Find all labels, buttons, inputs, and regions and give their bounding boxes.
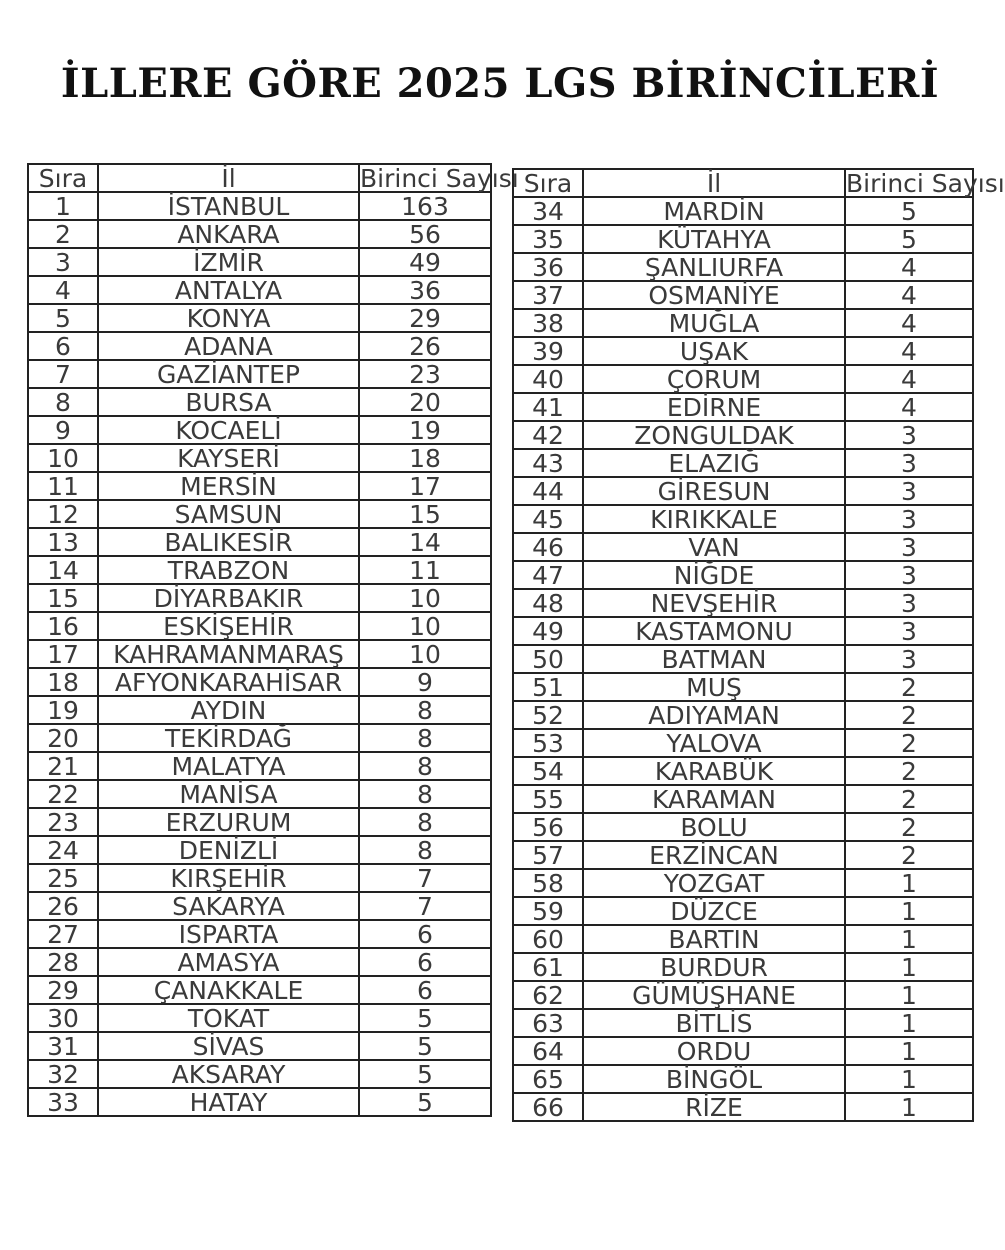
province-cell: BATMAN [583,645,845,673]
ranking-table-right [512,168,1005,1122]
province-cell: KARABÜK [583,757,845,785]
province-cell: HATAY [98,1088,359,1116]
table-row [513,673,973,701]
province-cell: BARTIN [583,925,845,953]
count-cell: 15 [359,500,491,528]
province-cell: VAN [583,533,845,561]
province-cell: BOLU [583,813,845,841]
table-row [28,416,491,444]
rank-cell: 13 [28,528,98,556]
rank-cell: 45 [513,505,583,533]
province-cell: ZONGULDAK [583,421,845,449]
province-cell: MERSİN [98,472,359,500]
province-cell: YALOVA [583,729,845,757]
rank-cell: 66 [513,1093,583,1121]
rank-cell: 56 [513,813,583,841]
count-cell: 8 [359,696,491,724]
count-cell: 19 [359,416,491,444]
rank-cell: 40 [513,365,583,393]
table-row [513,925,973,953]
table-row [28,808,491,836]
province-cell: KASTAMONU [583,617,845,645]
table-row [28,332,491,360]
rank-cell: 36 [513,253,583,281]
rank-cell: 62 [513,981,583,1009]
rank-cell: 29 [28,976,98,1004]
count-cell: 8 [359,808,491,836]
rank-cell: 49 [513,617,583,645]
province-cell: MALATYA [98,752,359,780]
count-cell: 163 [359,192,491,220]
table-row [28,668,491,696]
table-row [28,612,491,640]
rank-cell: 47 [513,561,583,589]
table-row [513,953,973,981]
table-row [513,477,973,505]
table-row [513,729,973,757]
table-row [28,724,491,752]
province-cell: OSMANİYE [583,281,845,309]
count-cell: 1 [845,1009,973,1037]
province-cell: SİVAS [98,1032,359,1060]
province-cell: ORDU [583,1037,845,1065]
header-count: Birinci Sayısı [846,168,1005,198]
table-row [28,360,491,388]
table-row [513,757,973,785]
province-cell: ELAZIĞ [583,449,845,477]
count-cell: 2 [845,701,973,729]
rank-cell: 22 [28,780,98,808]
count-cell: 5 [845,197,973,225]
count-cell: 3 [845,477,973,505]
count-cell: 2 [845,729,973,757]
province-cell: ÇANAKKALE [98,976,359,1004]
table-row [513,1093,973,1121]
rank-cell: 57 [513,841,583,869]
rank-cell: 51 [513,673,583,701]
table-row [513,1065,973,1093]
table-row [28,472,491,500]
count-cell: 5 [359,1060,491,1088]
count-cell: 1 [845,981,973,1009]
count-cell: 29 [359,304,491,332]
table-row [513,785,973,813]
count-cell: 10 [359,612,491,640]
rank-cell: 34 [513,197,583,225]
province-cell: KÜTAHYA [583,225,845,253]
rank-cell: 11 [28,472,98,500]
rank-cell: 24 [28,836,98,864]
count-cell: 5 [359,1088,491,1116]
table-row [28,500,491,528]
province-cell: BURSA [98,388,359,416]
count-cell: 18 [359,444,491,472]
table-row [513,1037,973,1065]
table-row [28,1032,491,1060]
table-row [513,533,973,561]
province-cell: GİRESUN [583,477,845,505]
province-cell: DENİZLİ [98,836,359,864]
header-count: Birinci Sayısı [360,163,519,193]
table-row [513,505,973,533]
table-body-right [513,197,973,1121]
count-cell: 2 [845,813,973,841]
rank-cell: 33 [28,1088,98,1116]
count-cell: 4 [845,365,973,393]
count-cell: 10 [359,640,491,668]
count-cell: 3 [845,589,973,617]
rank-cell: 38 [513,309,583,337]
province-cell: KAYSERİ [98,444,359,472]
rank-cell: 21 [28,752,98,780]
table-row [28,948,491,976]
count-cell: 7 [359,892,491,920]
table-header-row [28,164,491,192]
table-row [513,337,973,365]
rank-cell: 39 [513,337,583,365]
table-row [28,220,491,248]
province-cell: BİTLİS [583,1009,845,1037]
rank-cell: 20 [28,724,98,752]
rank-cell: 35 [513,225,583,253]
rank-cell: 26 [28,892,98,920]
rank-cell: 41 [513,393,583,421]
province-cell: İZMİR [98,248,359,276]
province-cell: TEKİRDAĞ [98,724,359,752]
table-row [28,752,491,780]
count-cell: 2 [845,757,973,785]
rank-cell: 53 [513,729,583,757]
count-cell: 11 [359,556,491,584]
rank-cell: 42 [513,421,583,449]
count-cell: 4 [845,253,973,281]
count-cell: 1 [845,869,973,897]
rank-cell: 50 [513,645,583,673]
table-row [513,813,973,841]
count-cell: 3 [845,421,973,449]
province-cell: AYDIN [98,696,359,724]
rank-cell: 3 [28,248,98,276]
province-cell: AFYONKARAHİSAR [98,668,359,696]
count-cell: 3 [845,561,973,589]
rank-cell: 6 [28,332,98,360]
table-row [513,617,973,645]
table-row [28,248,491,276]
province-cell: KAHRAMANMARAŞ [98,640,359,668]
rank-cell: 55 [513,785,583,813]
province-cell: SAKARYA [98,892,359,920]
rank-cell: 32 [28,1060,98,1088]
rank-cell: 28 [28,948,98,976]
count-cell: 2 [845,673,973,701]
province-cell: ESKİŞEHİR [98,612,359,640]
rank-cell: 25 [28,864,98,892]
province-cell: GÜMÜŞHANE [583,981,845,1009]
table-header-row [513,169,973,197]
rank-cell: 10 [28,444,98,472]
rank-cell: 54 [513,757,583,785]
table-row [28,304,491,332]
rank-cell: 7 [28,360,98,388]
province-cell: TRABZON [98,556,359,584]
count-cell: 6 [359,976,491,1004]
province-cell: BİNGÖL [583,1065,845,1093]
rank-cell: 44 [513,477,583,505]
header-sira: Sıra [28,164,98,192]
province-cell: AMASYA [98,948,359,976]
province-cell: ANTALYA [98,276,359,304]
table-row [28,444,491,472]
rank-cell: 48 [513,589,583,617]
rank-cell: 23 [28,808,98,836]
count-cell: 2 [845,785,973,813]
province-cell: GAZİANTEP [98,360,359,388]
rank-cell: 9 [28,416,98,444]
table-row [513,841,973,869]
table-row [28,1088,491,1116]
count-cell: 8 [359,780,491,808]
rank-cell: 58 [513,869,583,897]
province-cell: ERZİNCAN [583,841,845,869]
province-cell: EDİRNE [583,393,845,421]
count-cell: 26 [359,332,491,360]
province-cell: ANKARA [98,220,359,248]
table-row [513,561,973,589]
rank-cell: 5 [28,304,98,332]
count-cell: 3 [845,505,973,533]
province-cell: DÜZCE [583,897,845,925]
count-cell: 56 [359,220,491,248]
table-row [28,836,491,864]
count-cell: 8 [359,724,491,752]
table-row [28,892,491,920]
province-cell: İSTANBUL [98,192,359,220]
rank-cell: 64 [513,1037,583,1065]
table-row [28,1060,491,1088]
rank-cell: 8 [28,388,98,416]
table-row [513,253,973,281]
ranking-table-left [27,163,519,1117]
province-cell: SAMSUN [98,500,359,528]
count-cell: 1 [845,1037,973,1065]
rank-cell: 15 [28,584,98,612]
rank-cell: 16 [28,612,98,640]
rank-cell: 14 [28,556,98,584]
province-cell: YOZGAT [583,869,845,897]
count-cell: 3 [845,449,973,477]
rank-cell: 43 [513,449,583,477]
table-row [28,192,491,220]
province-cell: MARDİN [583,197,845,225]
count-cell: 1 [845,897,973,925]
rank-cell: 12 [28,500,98,528]
province-cell: KIRŞEHİR [98,864,359,892]
table-row [28,864,491,892]
count-cell: 5 [359,1032,491,1060]
table-row [513,421,973,449]
count-cell: 8 [359,836,491,864]
count-cell: 36 [359,276,491,304]
table-row [28,1004,491,1032]
table-row [28,920,491,948]
province-cell: MANİSA [98,780,359,808]
rank-cell: 37 [513,281,583,309]
rank-cell: 17 [28,640,98,668]
rank-cell: 65 [513,1065,583,1093]
header-il: İl [98,164,359,192]
province-cell: MUĞLA [583,309,845,337]
count-cell: 8 [359,752,491,780]
table-row [28,528,491,556]
table-row [513,1009,973,1037]
rank-cell: 31 [28,1032,98,1060]
table-row [513,449,973,477]
province-cell: ADIYAMAN [583,701,845,729]
count-cell: 3 [845,645,973,673]
province-cell: ISPARTA [98,920,359,948]
count-cell: 49 [359,248,491,276]
province-cell: TOKAT [98,1004,359,1032]
province-cell: KIRIKKALE [583,505,845,533]
count-cell: 4 [845,393,973,421]
province-cell: ERZURUM [98,808,359,836]
rank-cell: 52 [513,701,583,729]
count-cell: 1 [845,1093,973,1121]
rank-cell: 1 [28,192,98,220]
table-row [28,556,491,584]
table-row [513,197,973,225]
province-cell: DİYARBAKIR [98,584,359,612]
rank-cell: 18 [28,668,98,696]
rank-cell: 4 [28,276,98,304]
header-il: İl [583,169,845,197]
rank-cell: 2 [28,220,98,248]
count-cell: 20 [359,388,491,416]
count-cell: 3 [845,617,973,645]
count-cell: 23 [359,360,491,388]
count-cell: 1 [845,953,973,981]
table-row [513,701,973,729]
rank-cell: 30 [28,1004,98,1032]
table-row [28,584,491,612]
province-cell: KOCAELİ [98,416,359,444]
table-row [513,589,973,617]
rank-cell: 60 [513,925,583,953]
count-cell: 5 [359,1004,491,1032]
count-cell: 5 [845,225,973,253]
count-cell: 1 [845,925,973,953]
count-cell: 10 [359,584,491,612]
rank-cell: 63 [513,1009,583,1037]
province-cell: AKSARAY [98,1060,359,1088]
table-row [28,696,491,724]
table-row [28,276,491,304]
table-row [513,225,973,253]
count-cell: 2 [845,841,973,869]
province-cell: UŞAK [583,337,845,365]
province-cell: ADANA [98,332,359,360]
count-cell: 1 [845,1065,973,1093]
count-cell: 6 [359,920,491,948]
header-sira: Sıra [513,169,583,197]
rank-cell: 61 [513,953,583,981]
province-cell: NEVŞEHİR [583,589,845,617]
table-row [28,640,491,668]
page-title: İLLERE GÖRE 2025 LGS BİRİNCİLERİ [60,60,940,107]
count-cell: 7 [359,864,491,892]
province-cell: RİZE [583,1093,845,1121]
count-cell: 4 [845,337,973,365]
province-cell: KONYA [98,304,359,332]
table-body-left [28,192,491,1116]
province-cell: NİĞDE [583,561,845,589]
table-row [28,388,491,416]
table-row [513,897,973,925]
table-row [513,393,973,421]
count-cell: 6 [359,948,491,976]
table-row [513,309,973,337]
count-cell: 14 [359,528,491,556]
count-cell: 9 [359,668,491,696]
rank-cell: 46 [513,533,583,561]
table-row [513,869,973,897]
province-cell: KARAMAN [583,785,845,813]
province-cell: BURDUR [583,953,845,981]
table-row [28,976,491,1004]
table-row [513,645,973,673]
table-row [513,981,973,1009]
rank-cell: 59 [513,897,583,925]
rank-cell: 19 [28,696,98,724]
count-cell: 3 [845,533,973,561]
province-cell: MUŞ [583,673,845,701]
province-cell: ŞANLIURFA [583,253,845,281]
count-cell: 4 [845,309,973,337]
rank-cell: 27 [28,920,98,948]
count-cell: 17 [359,472,491,500]
table-row [513,365,973,393]
province-cell: BALIKESİR [98,528,359,556]
table-row [28,780,491,808]
province-cell: ÇORUM [583,365,845,393]
table-row [513,281,973,309]
count-cell: 4 [845,281,973,309]
